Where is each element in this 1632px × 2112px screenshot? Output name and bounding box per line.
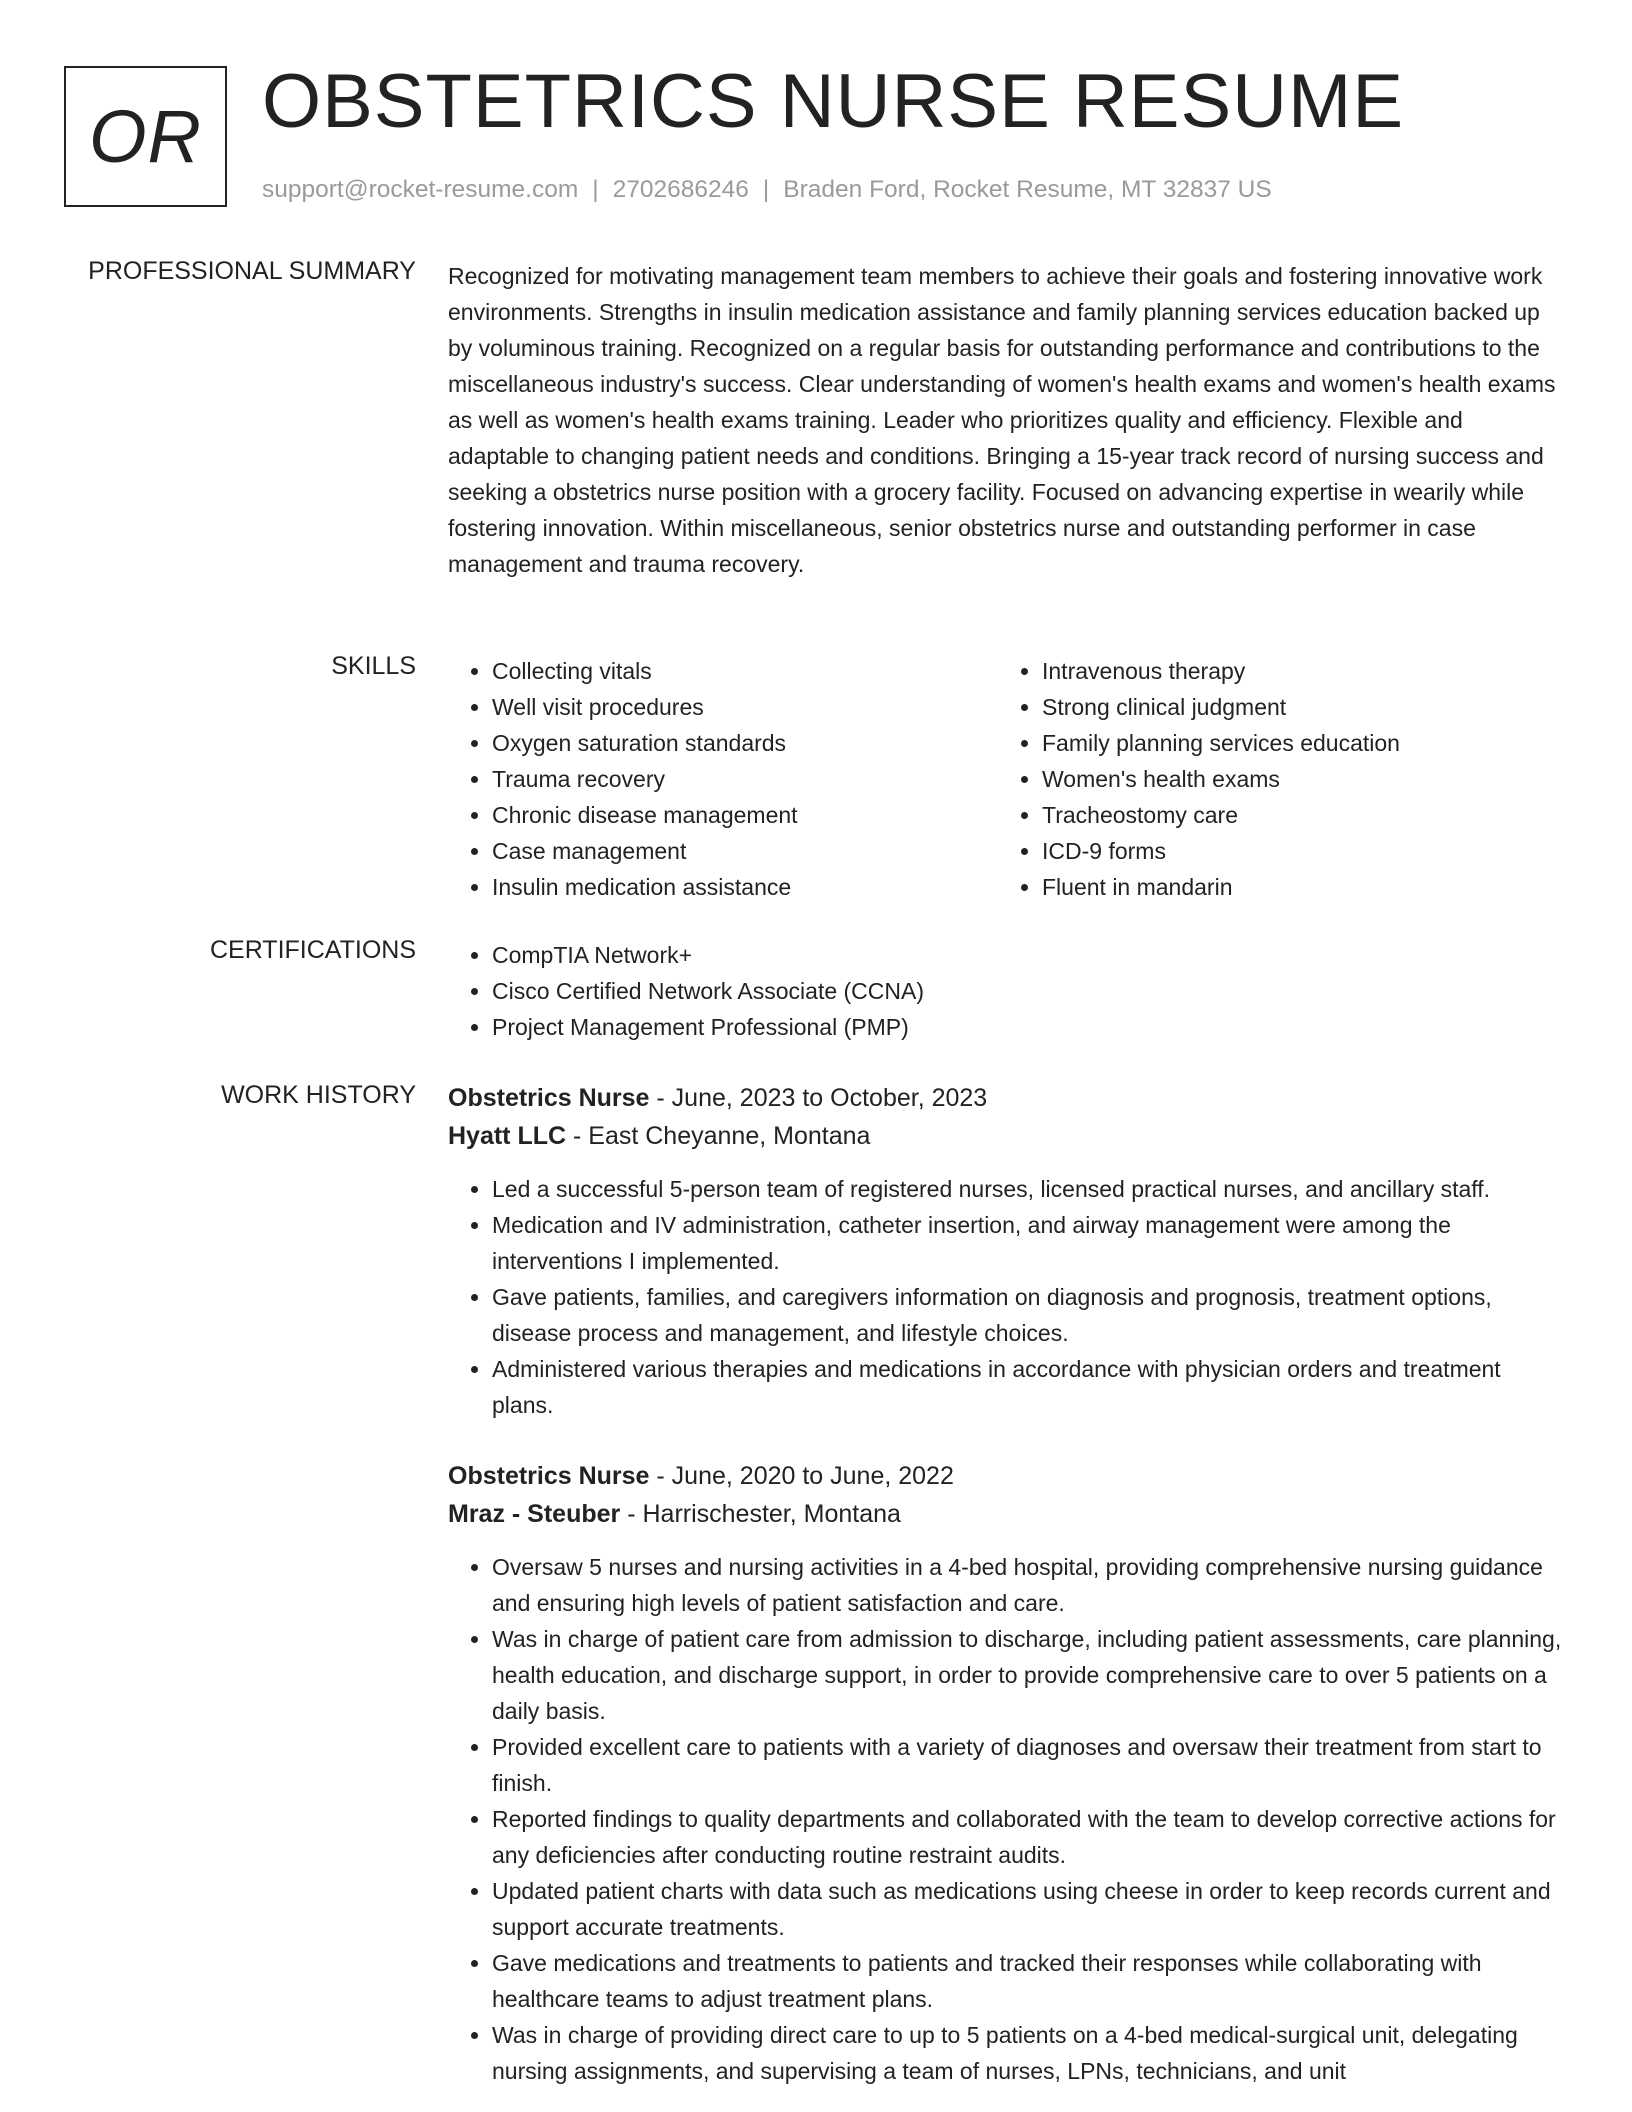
job-bullet: • Gave patients, families, and caregivers information on diagnosis and prognosis, treatment options, disease process and management, and lifestyle choices. — [492, 1279, 1568, 1351]
skills-body — [448, 653, 1568, 905]
skill-item: • Insulin medication assistance — [492, 869, 998, 905]
job-title-line — [448, 1079, 1568, 1117]
skill-item: • Strong clinical judgment — [1042, 689, 1548, 725]
skill-item: • Well visit procedures — [492, 689, 998, 725]
job-bullet: • Updated patient charts with data such as medications using cheese in order to keep records current and support accurate treatments. — [492, 1873, 1568, 1945]
job-bullet: • Was in charge of providing direct care to up to 5 patients on a 4-bed medical-surgical unit, delegating nursing assignments, and supervising a team of nurses, LPNs, technicians, and unit — [492, 2017, 1568, 2089]
skill-item: • Oxygen saturation standards — [492, 725, 998, 761]
job-bullet: • Medication and IV administration, catheter insertion, and airway management were among the interventions I implemented. — [492, 1207, 1568, 1279]
skills-list-right — [998, 653, 1548, 905]
skills-list-left — [448, 653, 998, 905]
job-entry — [448, 1079, 1568, 1423]
contact-address: Braden Ford, Rocket Resume, MT 32837 US — [783, 176, 1272, 203]
certification-item: • CompTIA Network+ — [492, 937, 1568, 973]
job-company-line — [448, 1117, 1568, 1155]
job-bullet: • Provided excellent care to patients with a variety of diagnoses and oversaw their treatment from start to finish. — [492, 1729, 1568, 1801]
summary-body — [448, 258, 1568, 582]
contact-email: support@rocket-resume.com — [262, 176, 579, 203]
job-bullets — [448, 1549, 1568, 2089]
skill-item: • Collecting vitals — [492, 653, 998, 689]
job-dates: - June, 2023 to October, 2023 — [649, 1084, 988, 1112]
job-title: Obstetrics Nurse — [448, 1084, 650, 1112]
certifications-body — [448, 937, 1568, 1045]
resume-title: OBSTETRICS NURSE RESUME — [262, 59, 1405, 144]
certifications-label: CERTIFICATIONS — [209, 936, 416, 964]
monogram-box — [64, 66, 227, 207]
job-location: - East Cheyanne, Montana — [566, 1122, 871, 1150]
certifications-list — [448, 937, 1568, 1045]
skill-item: • Intravenous therapy — [1042, 653, 1548, 689]
work-history-body — [448, 1079, 1568, 2089]
certification-item: • Cisco Certified Network Associate (CCNA) — [492, 973, 1568, 1009]
job-bullet: • Gave medications and treatments to patients and tracked their responses while collaborating with healthcare teams to adjust treatment plans. — [492, 1945, 1568, 2017]
skill-item: • Tracheostomy care — [1042, 797, 1548, 833]
job-dates: - June, 2020 to June, 2022 — [649, 1462, 954, 1490]
skills-label: SKILLS — [331, 652, 416, 680]
job-company-line — [448, 1495, 1568, 1533]
job-bullet: • Administered various therapies and medications in accordance with physician orders and treatment plans. — [492, 1351, 1568, 1423]
job-bullet: • Oversaw 5 nurses and nursing activities in a 4-bed hospital, providing comprehensive nursing guidance and ensuring high levels of patient satisfaction and care. — [492, 1549, 1568, 1621]
skill-item: • Women's health exams — [1042, 761, 1548, 797]
certification-item: • Project Management Professional (PMP) — [492, 1009, 1568, 1045]
job-bullet: • Led a successful 5-person team of registered nurses, licensed practical nurses, and ancillary staff. — [492, 1171, 1568, 1207]
job-company: Hyatt LLC — [448, 1122, 567, 1150]
contact-line — [262, 176, 1272, 204]
monogram-initials: OR — [89, 95, 202, 178]
skill-item: • Family planning services education — [1042, 725, 1548, 761]
job-bullets — [448, 1171, 1568, 1423]
summary-label: PROFESSIONAL SUMMARY — [88, 257, 416, 285]
job-title-line — [448, 1457, 1568, 1495]
contact-separator: | — [762, 176, 770, 203]
skill-item: • Case management — [492, 833, 998, 869]
contact-separator: | — [592, 176, 599, 203]
skill-item: • Fluent in mandarin — [1042, 869, 1548, 905]
job-bullet: • Was in charge of patient care from admission to discharge, including patient assessments, care planning, health education, and discharge support, in order to provide comprehensive care to over 5 patients on a daily basis. — [492, 1621, 1568, 1729]
job-company: Mraz - Steuber — [448, 1500, 621, 1528]
job-title: Obstetrics Nurse — [448, 1462, 650, 1490]
skill-item: • Trauma recovery — [492, 761, 998, 797]
skill-item: • Chronic disease management — [492, 797, 998, 833]
job-entry — [448, 1457, 1568, 2089]
contact-phone: 2702686246 — [612, 176, 749, 203]
summary-text: Recognized for motivating management team members to achieve their goals and fostering innovative work environments. Strengths in insulin medication assistance and family planning services education backed up by voluminous training. Recognized on a regular basis for outstanding performance and contributions to the miscellaneous industry's success. Clear understanding of women's health exams and women's health exams as well as women's health exams training. Leader who prioritizes quality and efficiency. Flexible and adaptable to changing patient needs and conditions. Bringing a 15-year track record of nursing success and seeking a obstetrics nurse position with a grocery facility. Focused on advancing expertise in wearily while fostering innovation. Within miscellaneous, senior obstetrics nurse and outstanding performer in case management and trauma recovery. — [448, 263, 1556, 577]
job-bullet: • Reported findings to quality departments and collaborated with the team to develop corrective actions for any deficiencies after conducting routine restraint audits. — [492, 1801, 1568, 1873]
work-history-label: WORK HISTORY — [221, 1081, 416, 1109]
job-location: - Harrischester, Montana — [620, 1500, 901, 1528]
skill-item: • ICD-9 forms — [1042, 833, 1548, 869]
